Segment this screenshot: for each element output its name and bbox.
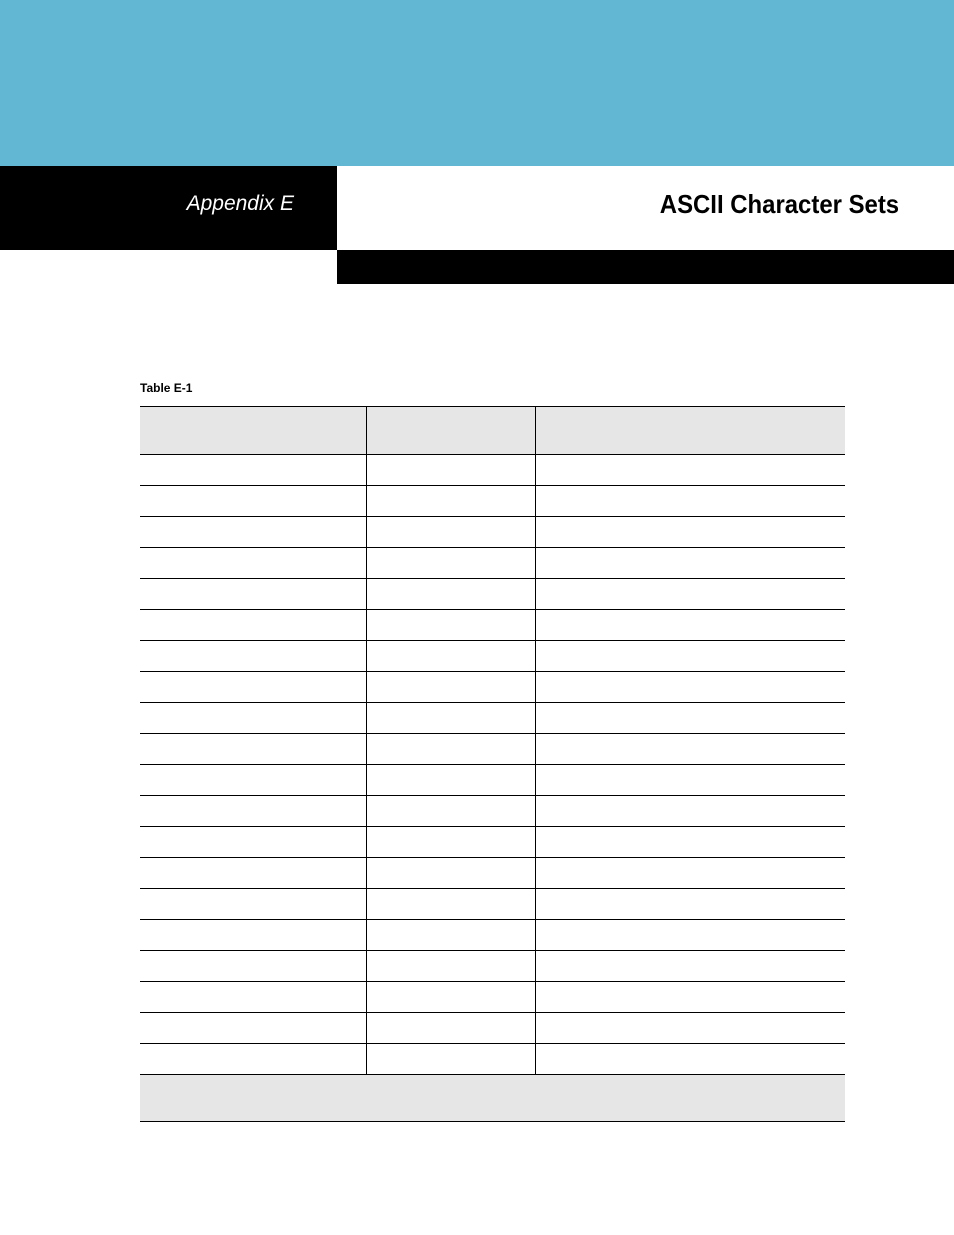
table-cell [535, 765, 845, 796]
table-cell [140, 517, 366, 548]
table-cell [140, 1013, 366, 1044]
table-cell [366, 1044, 535, 1075]
table-cell [366, 486, 535, 517]
header-color-band [0, 0, 954, 166]
table-row [140, 951, 845, 982]
table-cell [140, 641, 366, 672]
table-cell [535, 517, 845, 548]
table-cell [535, 486, 845, 517]
table-cell [366, 889, 535, 920]
table-cell [140, 703, 366, 734]
title-underline-bar [337, 250, 954, 284]
table-cell [535, 734, 845, 765]
table-cell [366, 734, 535, 765]
table-cell [140, 889, 366, 920]
table-row [140, 641, 845, 672]
table-cell [140, 1044, 366, 1075]
table-row [140, 734, 845, 765]
table-row [140, 827, 845, 858]
table-row [140, 858, 845, 889]
table-cell [535, 455, 845, 486]
table-row [140, 672, 845, 703]
table-cell [535, 548, 845, 579]
table-cell [366, 796, 535, 827]
table-cell [366, 641, 535, 672]
table-cell [140, 951, 366, 982]
table-cell [366, 703, 535, 734]
table-cell [366, 548, 535, 579]
table-cell [535, 951, 845, 982]
table-cell [140, 672, 366, 703]
table-cell [140, 579, 366, 610]
table-cell [535, 1013, 845, 1044]
table-cell [366, 858, 535, 889]
table-cell [366, 610, 535, 641]
table-cell [366, 579, 535, 610]
table-row [140, 796, 845, 827]
table-row [140, 1013, 845, 1044]
table-cell [535, 703, 845, 734]
table-cell [366, 982, 535, 1013]
table-cell [535, 672, 845, 703]
table-cell [535, 827, 845, 858]
table-row [140, 703, 845, 734]
table-cell [140, 796, 366, 827]
table-row [140, 517, 845, 548]
table-cell [366, 827, 535, 858]
chapter-title: ASCII Character Sets [659, 189, 899, 219]
table-row [140, 486, 845, 517]
table-row [140, 579, 845, 610]
table-header-cell [140, 407, 366, 455]
table-cell [366, 517, 535, 548]
table-cell [366, 672, 535, 703]
table-header-cell [366, 407, 535, 455]
ascii-table [140, 406, 845, 1122]
table-cell [366, 765, 535, 796]
table-cell [140, 455, 366, 486]
table-footer-row [140, 1075, 845, 1122]
table-cell [535, 610, 845, 641]
table-cell [140, 858, 366, 889]
table-caption: Table E-1 [140, 381, 193, 395]
table-cell [140, 827, 366, 858]
table-row [140, 889, 845, 920]
table-cell [140, 920, 366, 951]
table-cell [535, 920, 845, 951]
table-cell [140, 765, 366, 796]
table-row [140, 765, 845, 796]
table-cell [535, 579, 845, 610]
table-cell [366, 455, 535, 486]
table-cell [535, 641, 845, 672]
table-footer-cell [140, 1075, 845, 1122]
table-cell [535, 889, 845, 920]
table-cell [140, 982, 366, 1013]
table-row [140, 548, 845, 579]
table-cell [140, 486, 366, 517]
table-cell [140, 548, 366, 579]
table-cell [535, 982, 845, 1013]
table-cell [535, 796, 845, 827]
table-row [140, 1044, 845, 1075]
appendix-label: Appendix E [186, 192, 294, 215]
table-cell [366, 920, 535, 951]
table-cell [535, 858, 845, 889]
table-row [140, 982, 845, 1013]
table-cell [140, 734, 366, 765]
table-cell [140, 610, 366, 641]
appendix-tab [0, 166, 337, 250]
table-cell [535, 1044, 845, 1075]
table-cell [366, 951, 535, 982]
table-row [140, 455, 845, 486]
table-cell [366, 1013, 535, 1044]
table-body [140, 455, 845, 1075]
table-header-row [140, 407, 845, 455]
table-row [140, 920, 845, 951]
table-header-cell [535, 407, 845, 455]
table-row [140, 610, 845, 641]
